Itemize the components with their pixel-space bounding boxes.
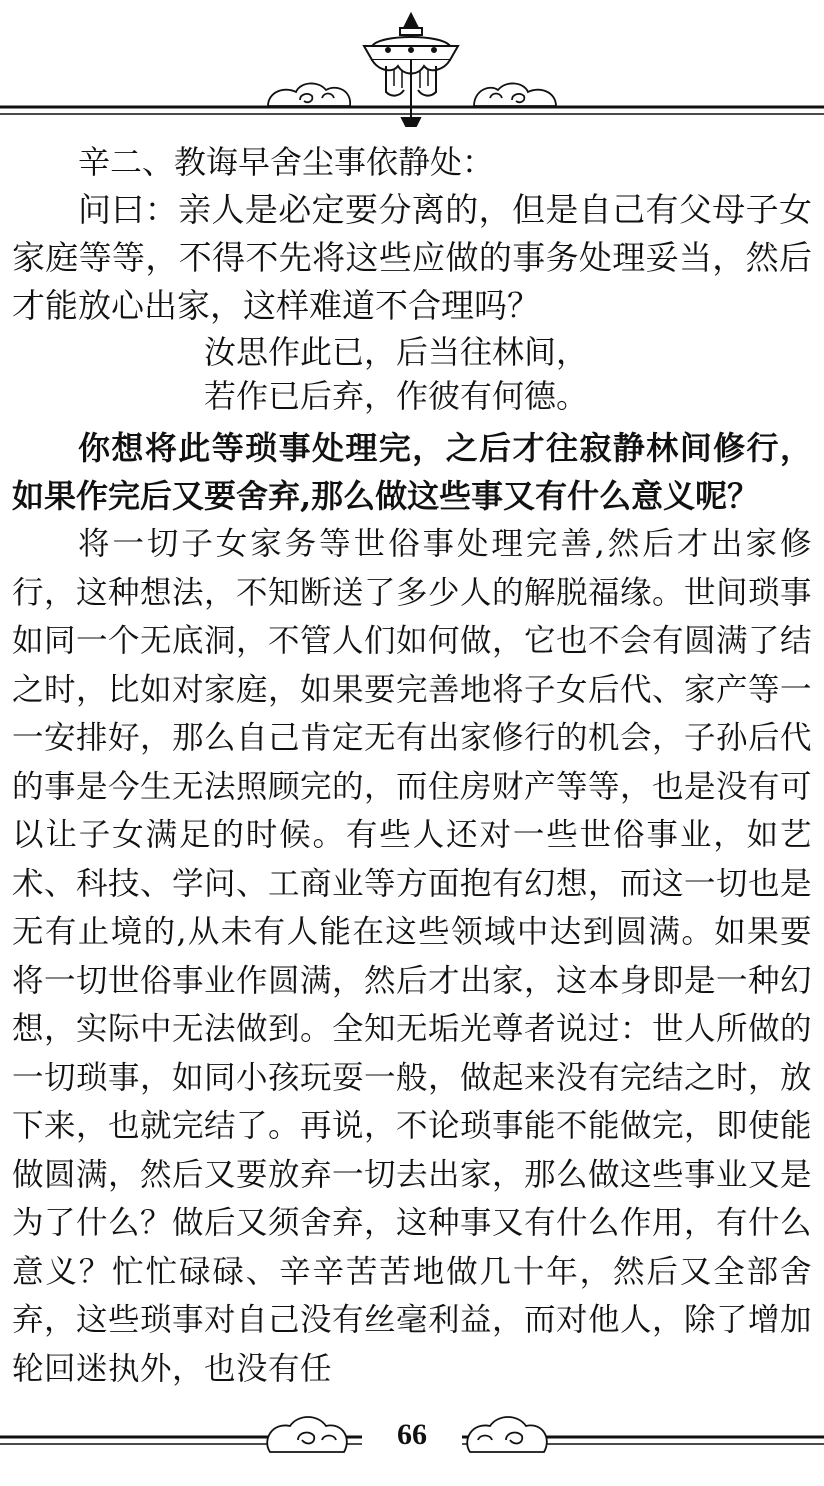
question-paragraph: 问曰：亲人是必定要分离的，但是自己有父母子女家庭等等，不得不先将这些应做的事务处理妥当，然后才能放心出家，这样难道不合理吗？ xyxy=(12,190,812,325)
commentary-paragraph: 将一切子女家务等世俗事处理完善,然后才出家修行，这种想法，不知断送了多少人的解脱福缘。世间琐事如同一个无底洞，不管人们如何做，它也不会有圆满了结之时，比如对家庭，如果要完善地将子女后代、家产等一一安排好，那么自己肯定无有出家修行的机会，子孙后代的事是今生无法照顾完的，而住房财产等等，也是没有可以让子女满足的时候。有些人还对一些世俗事业，如艺术、科技、学问、工商业等方面抱有幻想，而这一切也是无有止境的,从未有人能在这些领域中达到圆满。如果要将一切世俗事业作圆满，然后才出家，这本身即是一种幻想，实际中无法做到。全知无垢光尊者说过：世人所做的一切琐事，如同小孩玩耍一般，做起来没有完结之时，放下来，也就完结了。再说，不论琐事能不能做完，即使能做圆满，然后又要放弃一切去出家，那么做这些事业又是为了什么？做后又须舍弃，这种事又有什么作用，有什么意义？忙忙碌碌、辛辛苦苦地做几十年，然后又全部舍弃，这些琐事对自己没有丝毫利益，而对他人，除了增加轮回迷执外，也没有任 xyxy=(12,526,813,1387)
header-ornament xyxy=(0,0,824,130)
section-heading: 辛二、教诲早舍尘事依静处： xyxy=(78,143,495,181)
page-content xyxy=(12,138,812,1393)
verse-line-1: 汝思作此已，后当往林间， xyxy=(204,333,589,371)
verse-line-2: 若作已后弃，作彼有何德。 xyxy=(204,377,589,415)
footer-ornament xyxy=(0,1400,824,1472)
parasol-emblem-icon xyxy=(0,0,824,130)
page-number: 66 xyxy=(397,1418,427,1451)
translation-paragraph: 你想将此等琐事处理完，之后才往寂静林间修行，如果作完后又要舍弃,那么做这些事又有什么意义呢？ xyxy=(12,429,812,515)
